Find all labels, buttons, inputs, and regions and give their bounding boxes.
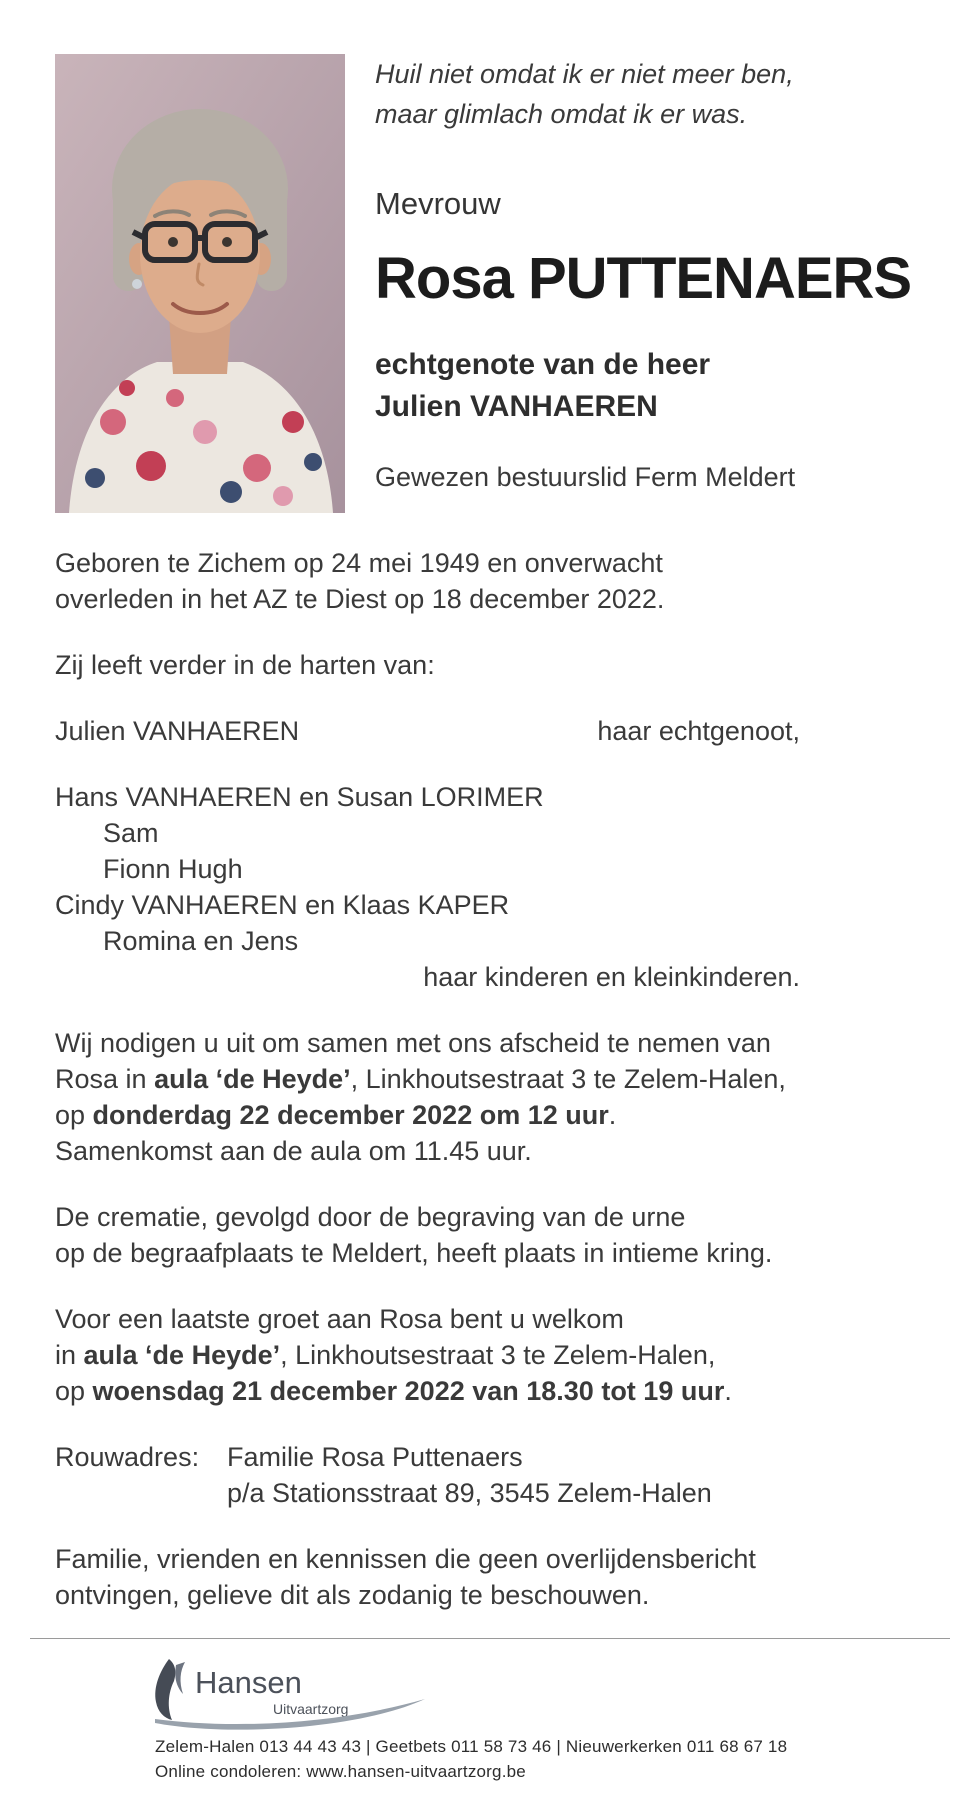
text-line: Samenkomst aan de aula om 11.45 uur. [55,1136,532,1166]
footer-condolence-url: Online condoleren: www.hansen-uitvaartzorg.be [155,1762,526,1781]
deceased-name: Rosa PUTTENAERS [375,246,912,311]
logo-brand-subtext: Uitvaartzorg [273,1701,349,1717]
cremation-paragraph [55,1199,800,1271]
spouse-name: Julien VANHAEREN [375,390,658,423]
portrait-illustration [55,54,345,513]
family-line: Hans VANHAEREN en Susan LORIMER [55,782,544,812]
husband-row [55,713,800,749]
salutation: Mevrouw [375,186,501,221]
family-line: Sam [103,818,159,848]
husband-relation: haar echtgenoot, [597,716,800,746]
family-list [55,779,800,995]
funeral-home-logo [145,1653,435,1733]
obituary-body [55,545,800,1613]
text-line: overleden in het AZ te Diest op 18 december 2022. [55,584,665,614]
footer-phone-numbers: Zelem-Halen 013 44 43 43 | Geetbets 011 58 73 46 | Nieuwerkerken 011 68 67 18 [155,1737,788,1756]
notice-paragraph [55,1541,800,1613]
quote-line-1: Huil niet omdat ik er niet meer ben, [375,59,794,89]
text-line: Familie, vrienden en kennissen die geen overlijdensbericht [55,1544,756,1574]
text-line: Rosa in aula ‘de Heyde’, Linkhoutsestraat 3 te Zelem-Halen, [55,1064,786,1094]
heading-column [375,54,935,513]
text-line: op de begraafplaats te Meldert, heeft plaats in intieme kring. [55,1238,773,1268]
mourning-address-spacer [55,1475,227,1511]
family-line: Fionn Hugh [103,854,243,884]
farewell-paragraph [55,1301,800,1409]
mourning-address-label: Rouwadres: [55,1442,200,1472]
memorial-quote [375,54,935,134]
text-line: Wij nodigen u uit om samen met ons afscheid te nemen van [55,1028,771,1058]
mourning-address-line-2: p/a Stationsstraat 89, 3545 Zelem-Halen [227,1478,712,1508]
lives-on-line: Zij leeft verder in de harten van: [55,650,435,680]
text-line: op donderdag 22 december 2022 om 12 uur. [55,1100,617,1130]
family-line: Romina en Jens [103,926,299,956]
logo-mark-icon [155,1659,185,1720]
text-line: Geboren te Zichem op 24 mei 1949 en onverwacht [55,548,663,578]
birth-death-paragraph [55,545,800,617]
family-line: Cindy VANHAEREN en Klaas KAPER [55,890,510,920]
footer [30,1638,950,1782]
text-line: op woensdag 21 december 2022 van 18.30 tot 19 uur. [55,1376,732,1406]
mourning-address [55,1439,800,1511]
husband-name: Julien VANHAEREN [55,716,300,746]
mourning-address-line-1: Familie Rosa Puttenaers [227,1442,523,1472]
portrait-photo [55,54,345,513]
family-relation: haar kinderen en kleinkinderen. [423,962,800,992]
spouse-block [375,344,935,428]
text-line: Voor een laatste groet aan Rosa bent u welkom [55,1304,624,1334]
quote-line-2: maar glimlach omdat ik er was. [375,99,748,129]
logo-brand-text: Hansen [195,1665,302,1700]
affiliation: Gewezen bestuurslid Ferm Meldert [375,462,796,492]
spouse-intro: echtgenote van de heer [375,348,711,381]
ceremony-paragraph [55,1025,800,1169]
text-line: De crematie, gevolgd door de begraving van de urne [55,1202,686,1232]
header-section [0,54,980,513]
text-line: ontvingen, gelieve dit als zodanig te beschouwen. [55,1580,650,1610]
text-line: in aula ‘de Heyde’, Linkhoutsestraat 3 te Zelem-Halen, [55,1340,716,1370]
